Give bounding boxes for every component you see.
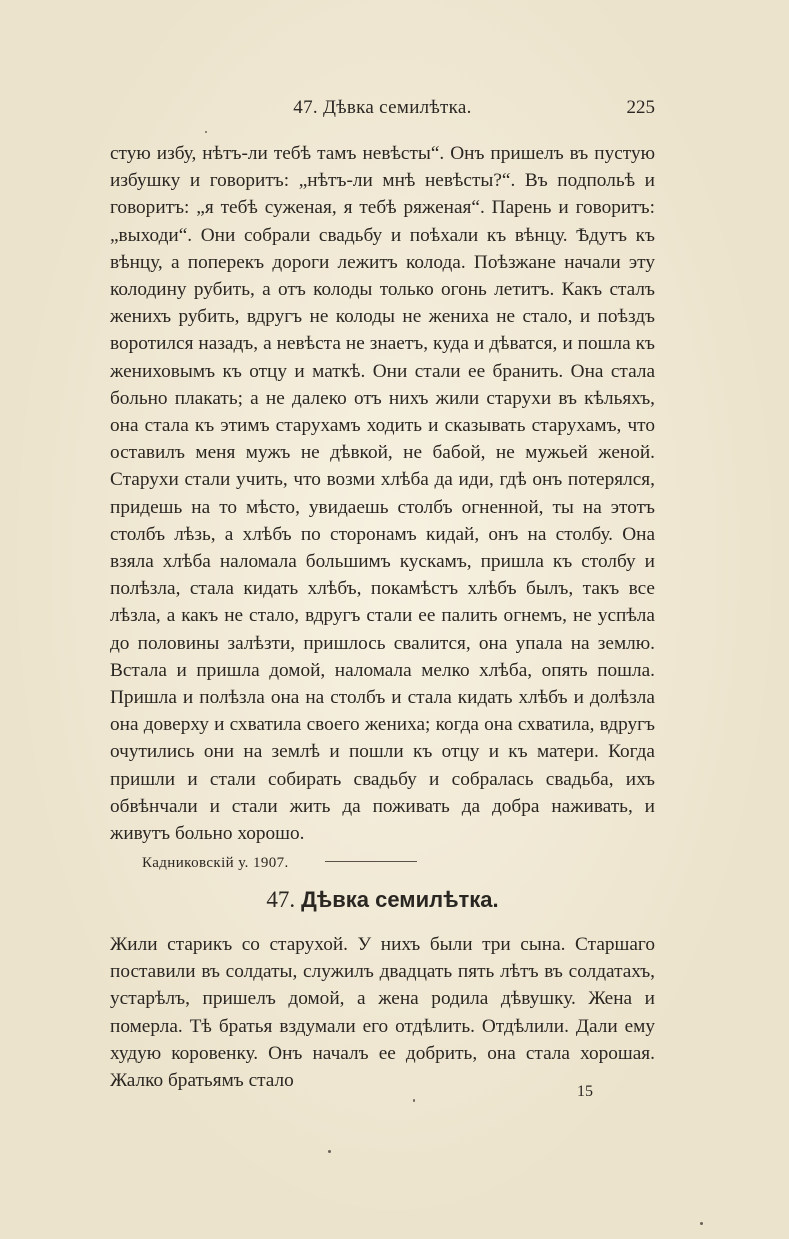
signature-mark: 15 [577,1083,593,1100]
paper-speck [700,1222,703,1225]
tale-number: 47. [266,887,296,912]
story-ending-paragraph: стую избу, нѣтъ-ли тебѣ тамъ невѣсты“. Онъ пришелъ въ пустую избушку и говоритъ: „нѣтъ-ли мнѣ невѣсты?“. Въ подпольѣ и говоритъ: „я тебѣ суженая, я тебѣ ряженая“. Парень и говоритъ: „выходи“. Они собрали свадьбу и поѣхали къ вѣнцу. Ѣдутъ къ вѣнцу, а поперекъ дороги лежитъ колода. Поѣзжане начали эту колодину рубить, а отъ колоды только огонь летитъ. Какъ сталъ женихъ рубить, вдругъ не колоды не жениха не стало, и поѣздъ воротился назадъ, а невѣста не знаетъ, куда и дѣватся, и пошла къ жениховымъ къ отцу и маткѣ. Они стали ее бранить. Она стала больно плакать; а не далеко отъ нихъ жили старухи въ кѣльяхъ, она стала къ этимъ старухамъ ходить и сказывать старухамъ, что оставилъ меня мужъ не дѣвкой, не бабой, не мужьей женой. Старухи стали учить, что возми хлѣба да иди, гдѣ онъ потерялся, придешь на то мѣсто, увидаешь столбъ огненной, ты на этотъ столбъ лѣзь, а хлѣбъ по сторонамъ кидай, онъ на столбу. Она взяла хлѣба наломала большимъ кускамъ, пришла къ столбу и полѣзла, стала кидать хлѣбъ, покамѣстъ хлѣбъ былъ, такъ все лѣзла, а какъ не стало, вдругъ стали ее палить огнемъ, не успѣла до половины залѣзти, пришлось свалится, она упала на землю. Встала и пришла домой, наломала мелко хлѣба, опять пошла. Пришла и полѣзла она на столбъ и стала кидать хлѣбъ и долѣзла она доверху и схватила своего жениха; когда она схватила, вдругъ очутились они на землѣ и пошли къ отцу и къ матери. Когда пришли и стали собирать свадьбу и собралась свадьба, ихъ обвѣнчали и стали жить да поживать да добра наживать, и живутъ больно хорошо. [110,143,655,845]
paper-speck [328,1150,331,1153]
paper-speck [413,1099,415,1102]
section-divider [325,861,417,862]
tale-paragraph: Жили старикъ со старухой. У нихъ были три сына. Старшаго поставили въ солдаты, служилъ двадцать пять лѣтъ въ солдатахъ, устарѣлъ, пришелъ домой, а жена родила дѣвушку. Жена и померла. Тѣ братья вздумали его отдѣлить. Отдѣлили. Дали ему худую коровенку. Онъ началъ ее добрить, она стала хорошая. Жалко братьямъ стало [110,934,655,1092]
story-ending [110,140,655,872]
tale-heading [110,887,655,913]
running-head [110,97,655,127]
running-title: 47. Дѣвка семилѣтка. [293,97,472,118]
paper-speck [205,131,207,133]
page-number: 225 [626,97,655,118]
tale-body [110,931,655,1094]
source-note: Кадниковскій у. 1907. [142,855,289,872]
tale-title: Дѣвка семилѣтка. [301,887,499,912]
